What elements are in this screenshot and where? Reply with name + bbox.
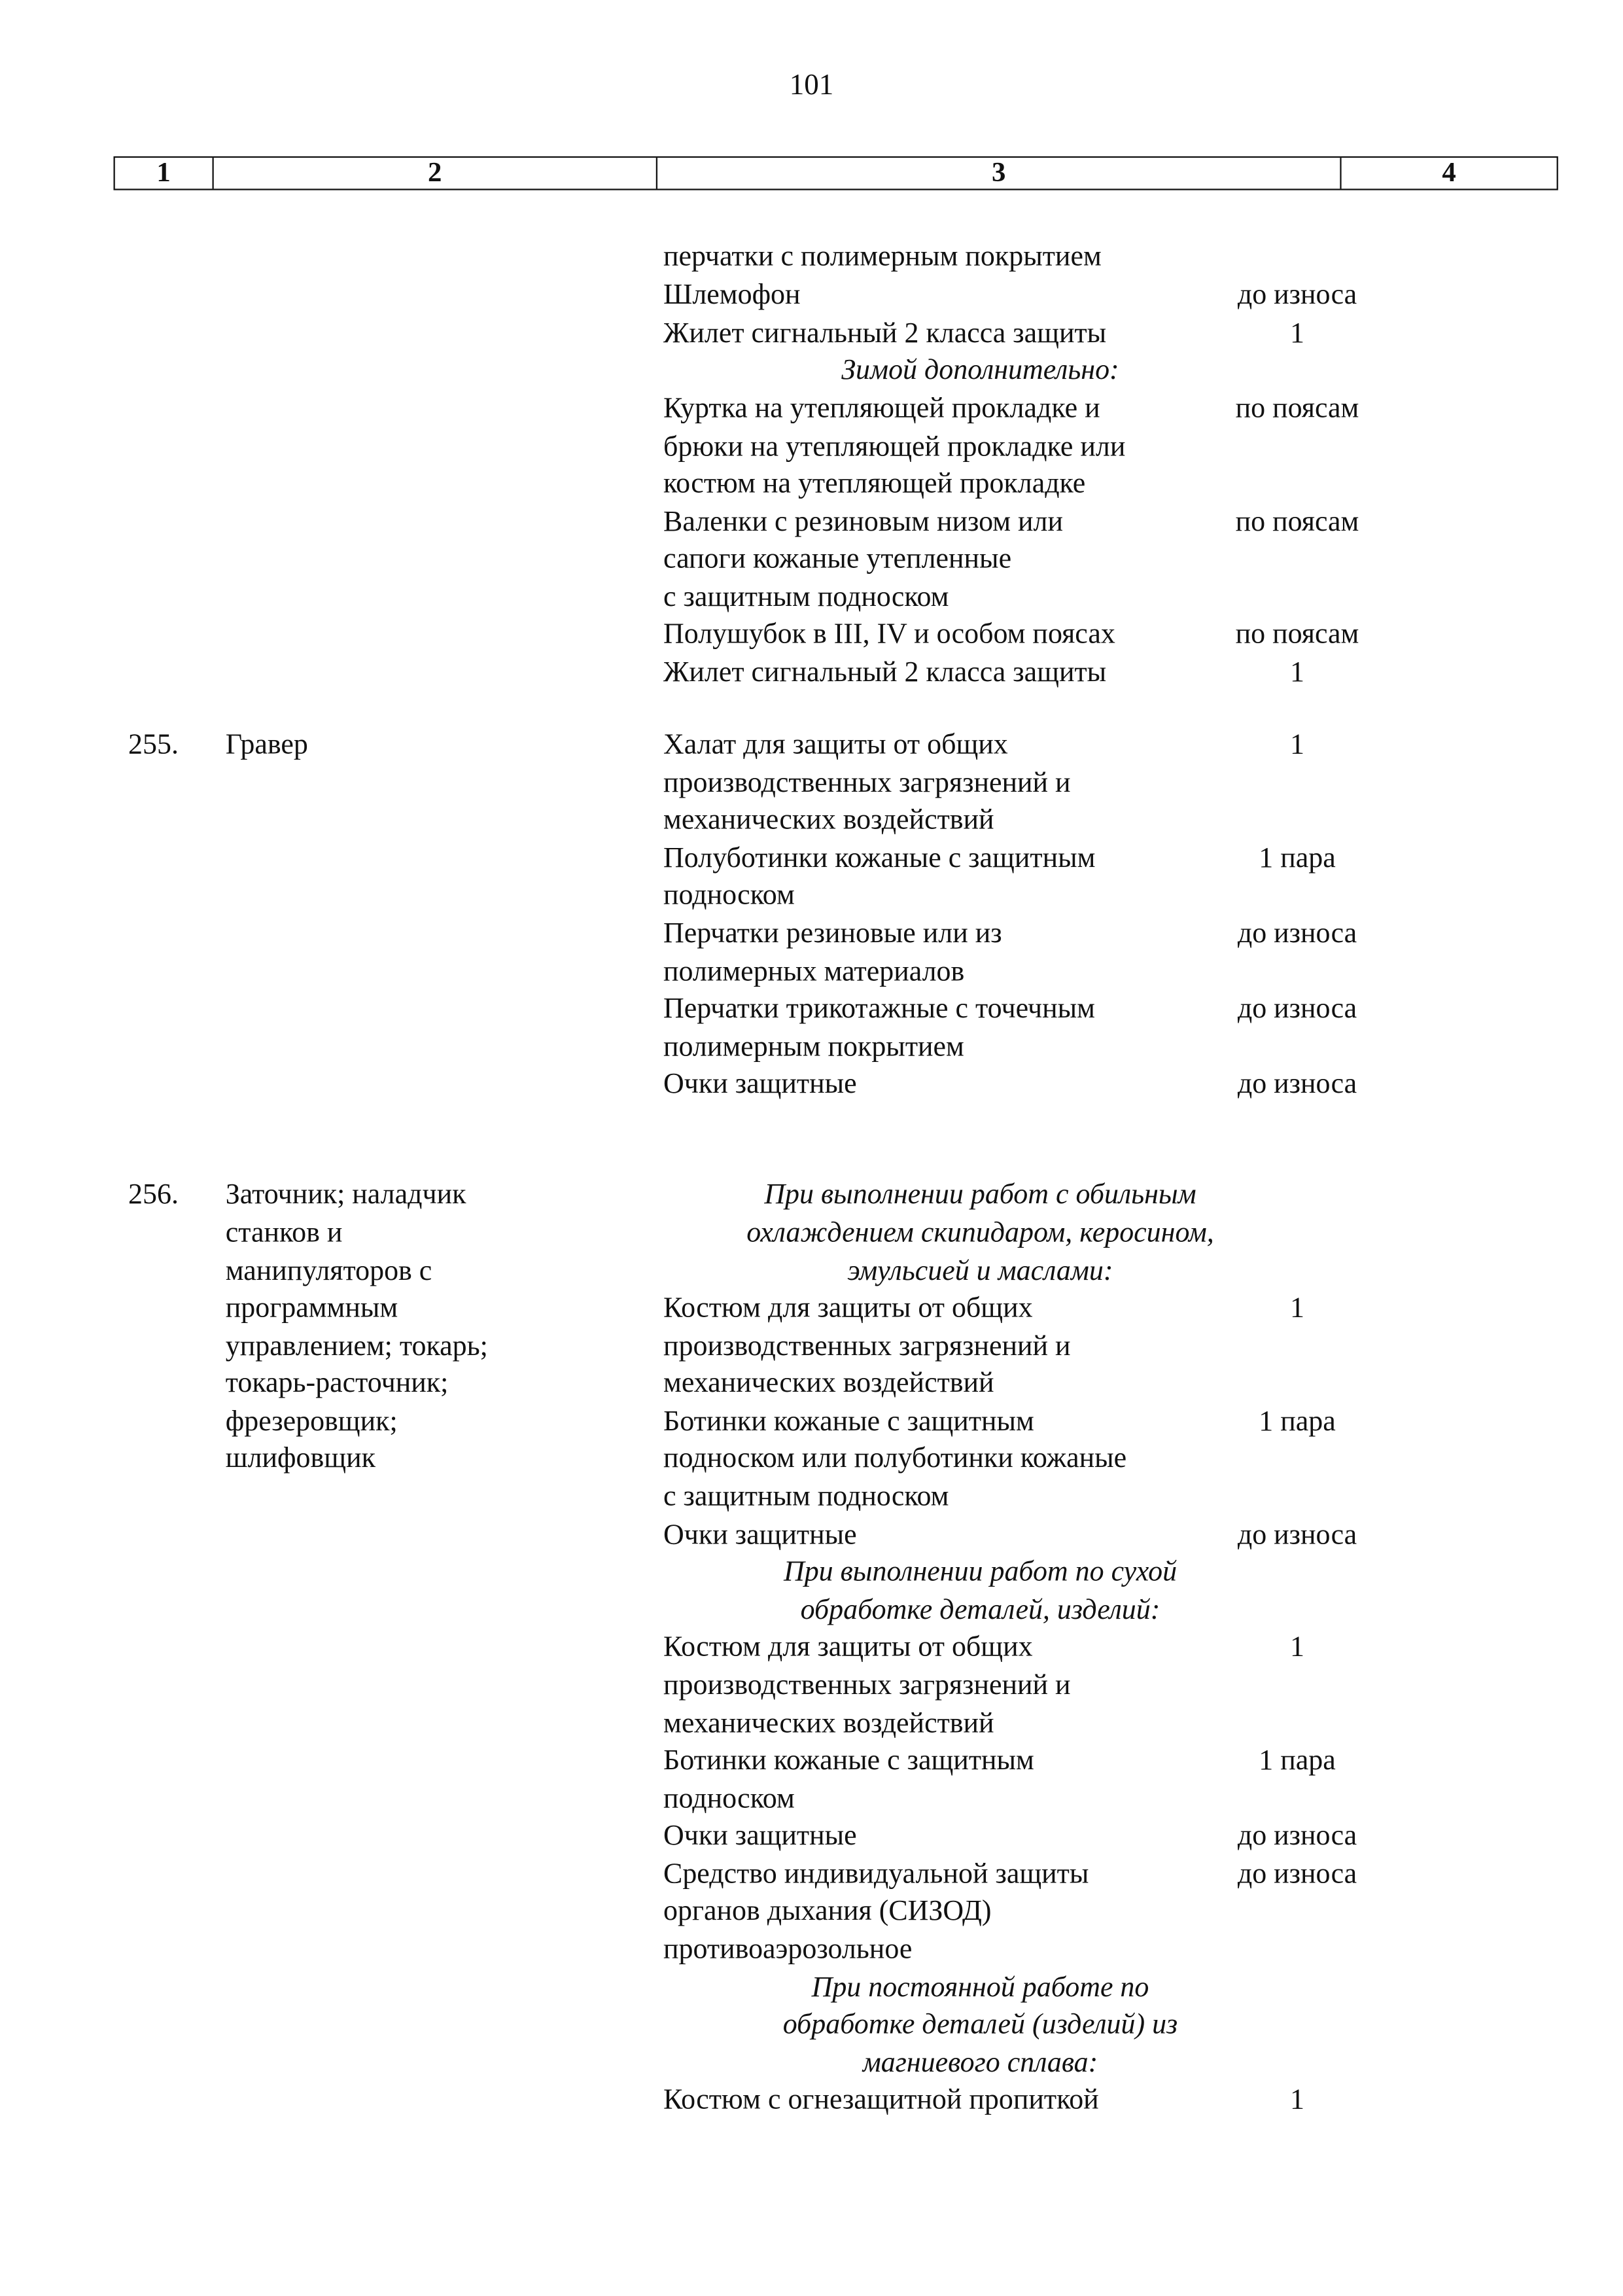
section-subheading: эмульсией и маслами:: [847, 1256, 1113, 1288]
section-subheading: обработке деталей, изделий:: [800, 1595, 1161, 1627]
section-subheading: охлаждением скипидаром, керосином,: [746, 1218, 1214, 1249]
entry-number: 255.: [128, 730, 179, 761]
section-subheading: обработке деталей (изделий) из: [782, 2009, 1178, 2041]
item-text: Валенки с резиновым низом или: [663, 507, 1063, 539]
item-text: Перчатки трикотажные с точечным: [663, 993, 1095, 1025]
item-text: Куртка на утепляющей прокладке и: [663, 393, 1100, 425]
item-text: с защитным подноском: [663, 1481, 949, 1513]
item-text: полимерным покрытием: [663, 1032, 964, 1063]
profession-name: программным: [225, 1293, 398, 1324]
section-subheading: При выполнении работ с обильным: [764, 1179, 1196, 1211]
item-text: с защитным подноском: [663, 582, 949, 614]
section-subheading: магниевого сплава:: [862, 2047, 1098, 2079]
item-text: сапоги кожаные утепленные: [663, 544, 1012, 575]
item-text: противоаэрозольное: [663, 1934, 913, 1966]
entry-number: 256.: [128, 1179, 179, 1211]
item-text: Очки защитные: [663, 1820, 857, 1852]
item-text: Очки защитные: [663, 1520, 857, 1551]
profession-name: управлением; токарь;: [225, 1331, 488, 1363]
profession-name: станков и: [225, 1218, 343, 1249]
item-text: Ботинки кожаные с защитным: [663, 1406, 1034, 1438]
item-text: Костюм с огнезащитной пропиткой: [663, 2085, 1099, 2116]
item-text: Шлемофон: [663, 280, 801, 311]
item-text: Очки защитные: [663, 1069, 857, 1101]
profession-name: Гравер: [225, 730, 308, 761]
profession-name: шлифовщик: [225, 1443, 375, 1475]
item-text: подноском: [663, 880, 795, 911]
section-subheading: При постоянной работе по: [811, 1973, 1149, 2004]
item-text: Полушубок в III, IV и особом поясах: [663, 619, 1115, 650]
column-header-3: 3: [656, 158, 1340, 188]
item-text: производственных загрязнений и: [663, 768, 1071, 800]
item-text: Халат для защиты от общих: [663, 730, 1008, 761]
item-text: Жилет сигнальный 2 класса защиты: [663, 658, 1107, 689]
column-header-row: [114, 156, 1558, 190]
item-text: механических воздействий: [663, 1708, 994, 1740]
profession-name: токарь-расточник;: [225, 1368, 449, 1400]
item-text: Костюм для защиты от общих: [663, 1632, 1033, 1663]
item-text: производственных загрязнений и: [663, 1670, 1071, 1702]
item-text: механических воздействий: [663, 805, 994, 836]
section-subheading: При выполнении работ по сухой: [783, 1557, 1178, 1588]
item-text: Полуботинки кожаные с защитным: [663, 843, 1096, 875]
page-number: 101: [789, 69, 834, 102]
item-text: производственных загрязнений и: [663, 1331, 1071, 1363]
profession-name: фрезеровщик;: [225, 1406, 398, 1438]
item-text: Средство индивидуальной защиты: [663, 1859, 1089, 1890]
profession-name: манипуляторов с: [225, 1256, 432, 1288]
item-text: костюм на утепляющей прокладке: [663, 468, 1086, 500]
item-text: Костюм для защиты от общих: [663, 1293, 1033, 1324]
item-text: Жилет сигнальный 2 класса защиты: [663, 318, 1107, 350]
column-header-2: 2: [212, 158, 655, 188]
item-text: полимерных материалов: [663, 957, 965, 988]
item-text: перчатки с полимерным покрытием: [663, 241, 1102, 273]
item-text: подноском: [663, 1784, 795, 1815]
item-text: механических воздействий: [663, 1368, 994, 1400]
document-page: 101 1 2 3 4 перчатки с полимерным покрытием Шлемофон до износа Жилет сигнальный 2 класса защиты 1 Зимой дополнительно: Куртка на утепляющей прокладке и по поясам брюки на утепляющей прокладке или костюм на утепляющей прокладке Валенки с резиновым низом или по поясам сапоги кожаные утепленные с защитным подноском Полушубок в III, IV и особом поясах по поясам Жилет сигнальный 2 класса защиты 1 255. Гравер Халат для защиты от общих 1 производственных загрязнений и механических воздействий Полуботинки кожаные с защитным 1 пара подноском Перчатки резиновые или из до износа полимерных материалов Перчатки трикотажные с точечным до износа полимерным покрытием Очки защитные до износа 256. Заточник; наладчик станков и манипуляторов с программным управлением; токарь; токарь-расточник; фрезеровщик; шлифовщик При выполнении работ с обильным охлаждением скипидаром, керосином, эмульсией и маслами: Костюм для защиты от общих 1 производственных загрязнений и механических воздействий Ботинки кожаные с защитным 1 пара подноском или полуботинки кожаные с защитным подноском Очки защитные до износа При выполнении работ по сухой обработке деталей, изделий: Костюм для защиты от общих 1 производственных загрязнений и механических воздействий Ботинки кожаные с защитным 1 пара подноском Очки защитные до износа Средство индивидуальной защиты до износа органов дыхания (СИЗОД) противоаэрозольное При постоянной работе по обработке деталей (изделий) из магниевого сплава: Костюм с огнезащитной пропиткой 1: [0, 0, 1623, 2296]
section-subheading: Зимой дополнительно:: [841, 355, 1119, 387]
item-text: Ботинки кожаные с защитным: [663, 1746, 1034, 1777]
profession-name: Заточник; наладчик: [225, 1179, 466, 1211]
item-text: подноском или полуботинки кожаные: [663, 1443, 1127, 1475]
item-text: органов дыхания (СИЗОД): [663, 1896, 992, 1928]
item-text: брюки на утепляющей прокладке или: [663, 432, 1126, 463]
column-header-1: 1: [156, 158, 171, 189]
item-text: Перчатки резиновые или из: [663, 918, 1002, 950]
column-header-4: 4: [1340, 158, 1556, 188]
